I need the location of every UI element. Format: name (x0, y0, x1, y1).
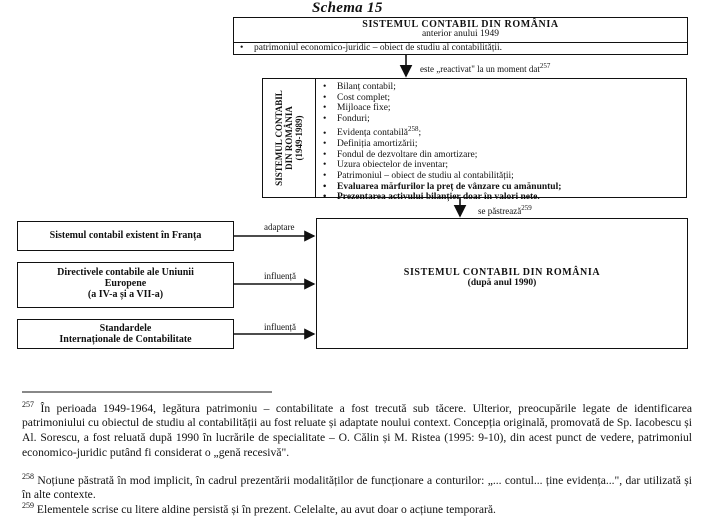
box-ias-line-2: Internaționale de Contabilitate (59, 334, 192, 345)
bullet-dot: • (240, 43, 244, 53)
box2-side-label-2: DIN ROMÂNIA (284, 106, 294, 170)
arrow-influenta-2-label: influență (264, 322, 296, 332)
box-france-text: Sistemul contabil existent în Franța (49, 230, 202, 241)
list-item: • Definiția amortizării; (323, 139, 418, 150)
footnote-text: În perioada 1949-1964, legătura patrimoniu – contabilitate a fost trecută sub tăcere. Ulterior, preocupările legate de identificarea patrimoniului cu obiectul de studiu al contabilității au fost reluate și adaptate noului context. Concepția originală, promovată de Sp. Iacobescu și Al. Sorescu, a fost reluată după 1990 în lucrările de specialitate – O. Călin și M. Ristea (1995: 9-10), din acest punct de vedere, patrimoniul economico-juridic putând fi considerat o „genă recesivă". (22, 401, 692, 459)
list-item: • Fonduri; (323, 113, 370, 124)
box1-subtitle: anterior anului 1949 (421, 29, 500, 39)
box3-subtitle: (după anul 1990) (467, 278, 537, 288)
list-item: • Prezentarea activului bilanțier doar în valori nete. (323, 192, 540, 203)
box2-side-label-3: (1949-1989) (294, 115, 304, 161)
footnote-number: 257 (22, 400, 34, 409)
footnote-number: 258 (22, 472, 34, 481)
list-item: • Mijloace fixe; (323, 103, 391, 114)
list-item: • Patrimoniul – obiect de studiu al contabilității; (323, 170, 514, 181)
arrow1-label-text: este „reactivat" la un moment dat (420, 64, 540, 74)
schema-title: Schema 15 (312, 0, 383, 16)
list-item: • Evaluarea mărfurilor la preț de vânzare cu amănuntul; (323, 181, 562, 192)
footnote-257 (22, 398, 692, 460)
box-eu-line-3: (a IV-a și a VII-a) (87, 289, 164, 300)
arrow-influenta-1-label: influență (264, 271, 296, 281)
arrow-adaptare-label: adaptare (264, 222, 295, 232)
item-footnote-ref: 258 (407, 125, 419, 134)
box3-title: SISTEMUL CONTABIL DIN ROMÂNIA (403, 267, 601, 278)
box-ias-line-1: Standardele (99, 323, 152, 334)
list-item: • Evidența contabilă$^{258}$; (323, 125, 422, 139)
arrow2-label-text: se păstrează (478, 206, 522, 216)
arrow1-footnote-ref: 257 (539, 62, 551, 70)
box2-side-label-1: SISTEMUL CONTABIL (274, 90, 284, 186)
list-item: • Bilanț contabil; (323, 82, 396, 92)
box1-title: SISTEMUL CONTABIL DIN ROMÂNIA (362, 19, 559, 30)
box-eu-line-1: Directivele contabile ale Uniunii (57, 267, 194, 278)
footnote-number: 259 (22, 501, 34, 510)
list-item: • Cost complet; (323, 92, 391, 103)
box-eu-line-2: Europene (104, 278, 147, 289)
box1-bullet-text: patrimoniul economico-juridic – obiect de studiu al contabilității. (254, 43, 502, 53)
footnote-text: Elementele scrise cu litere aldine persistă și în prezent. Celelalte, au avut doar o acțiune temporară. (36, 502, 496, 516)
list-item: • Uzura obiectelor de inventar; (323, 160, 449, 171)
arrow2-footnote-ref: 259 (521, 204, 532, 212)
footnote-text: Noțiune păstrată în mod implicit, în cadrul prezentării modalităților de funcționare a conturilor: „... contul... ține evidența...", dar utilizată și în alte contexte. (22, 473, 692, 502)
list-item: • Fondul de dezvoltare din amortizare; (323, 149, 478, 160)
footnote-259 (22, 499, 692, 517)
